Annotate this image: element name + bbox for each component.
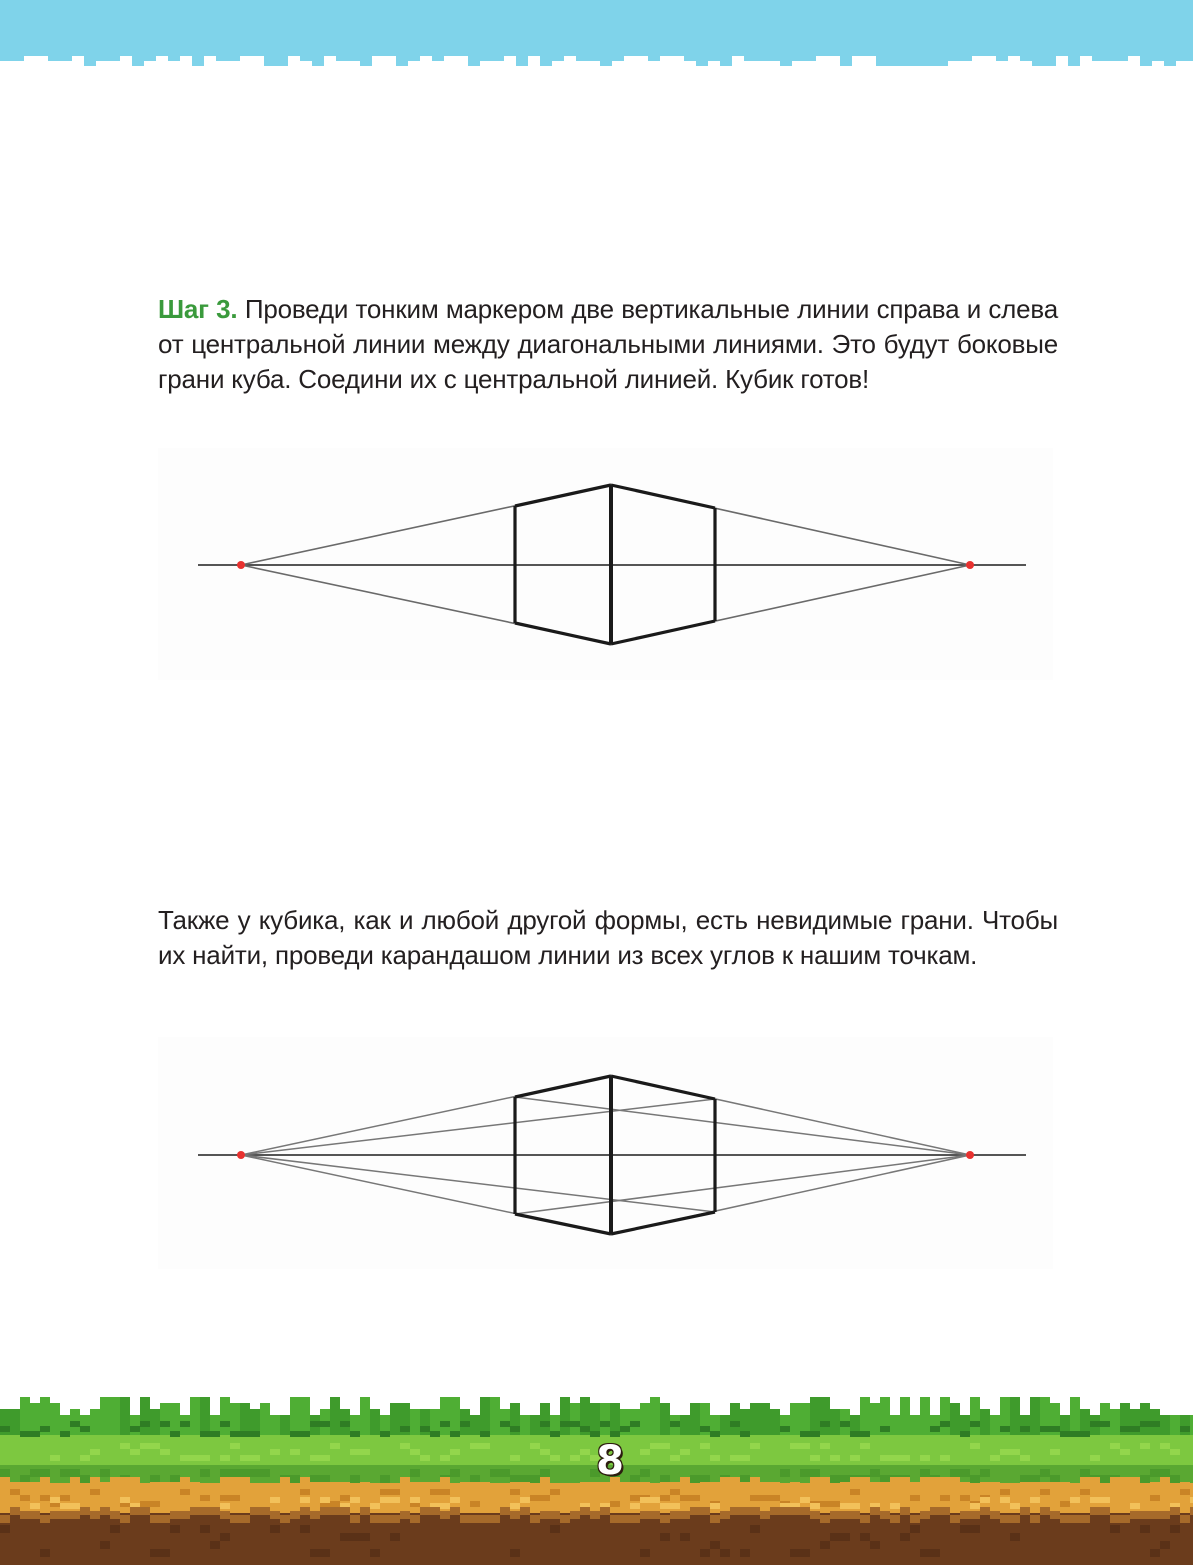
hidden-faces-paragraph: Также у кубика, как и любой другой формы, есть невидимые грани. Чтобы их найти, проведи карандашом линии из всех углов к нашим точкам.	[158, 905, 1058, 970]
vanishing-point-right	[966, 1151, 974, 1159]
step-label: Шаг 3.	[158, 294, 238, 324]
vanishing-point-left	[237, 561, 245, 569]
step-3-paragraph	[158, 292, 1058, 397]
step-text: Проведи тонким маркером две вертикальные линии справа и слева от центральной линии между диагональными линиями. Это будут боковые грани куба. Соедини их с центральной линией. Кубик готов!	[158, 294, 1058, 394]
sky-banner	[0, 0, 1193, 75]
cube-hidden-edges-figure	[158, 1037, 1053, 1269]
cube-perspective-figure	[158, 448, 1053, 680]
vanishing-point-left	[237, 1151, 245, 1159]
vanishing-point-right	[966, 561, 974, 569]
page-number: 8	[596, 1438, 624, 1484]
